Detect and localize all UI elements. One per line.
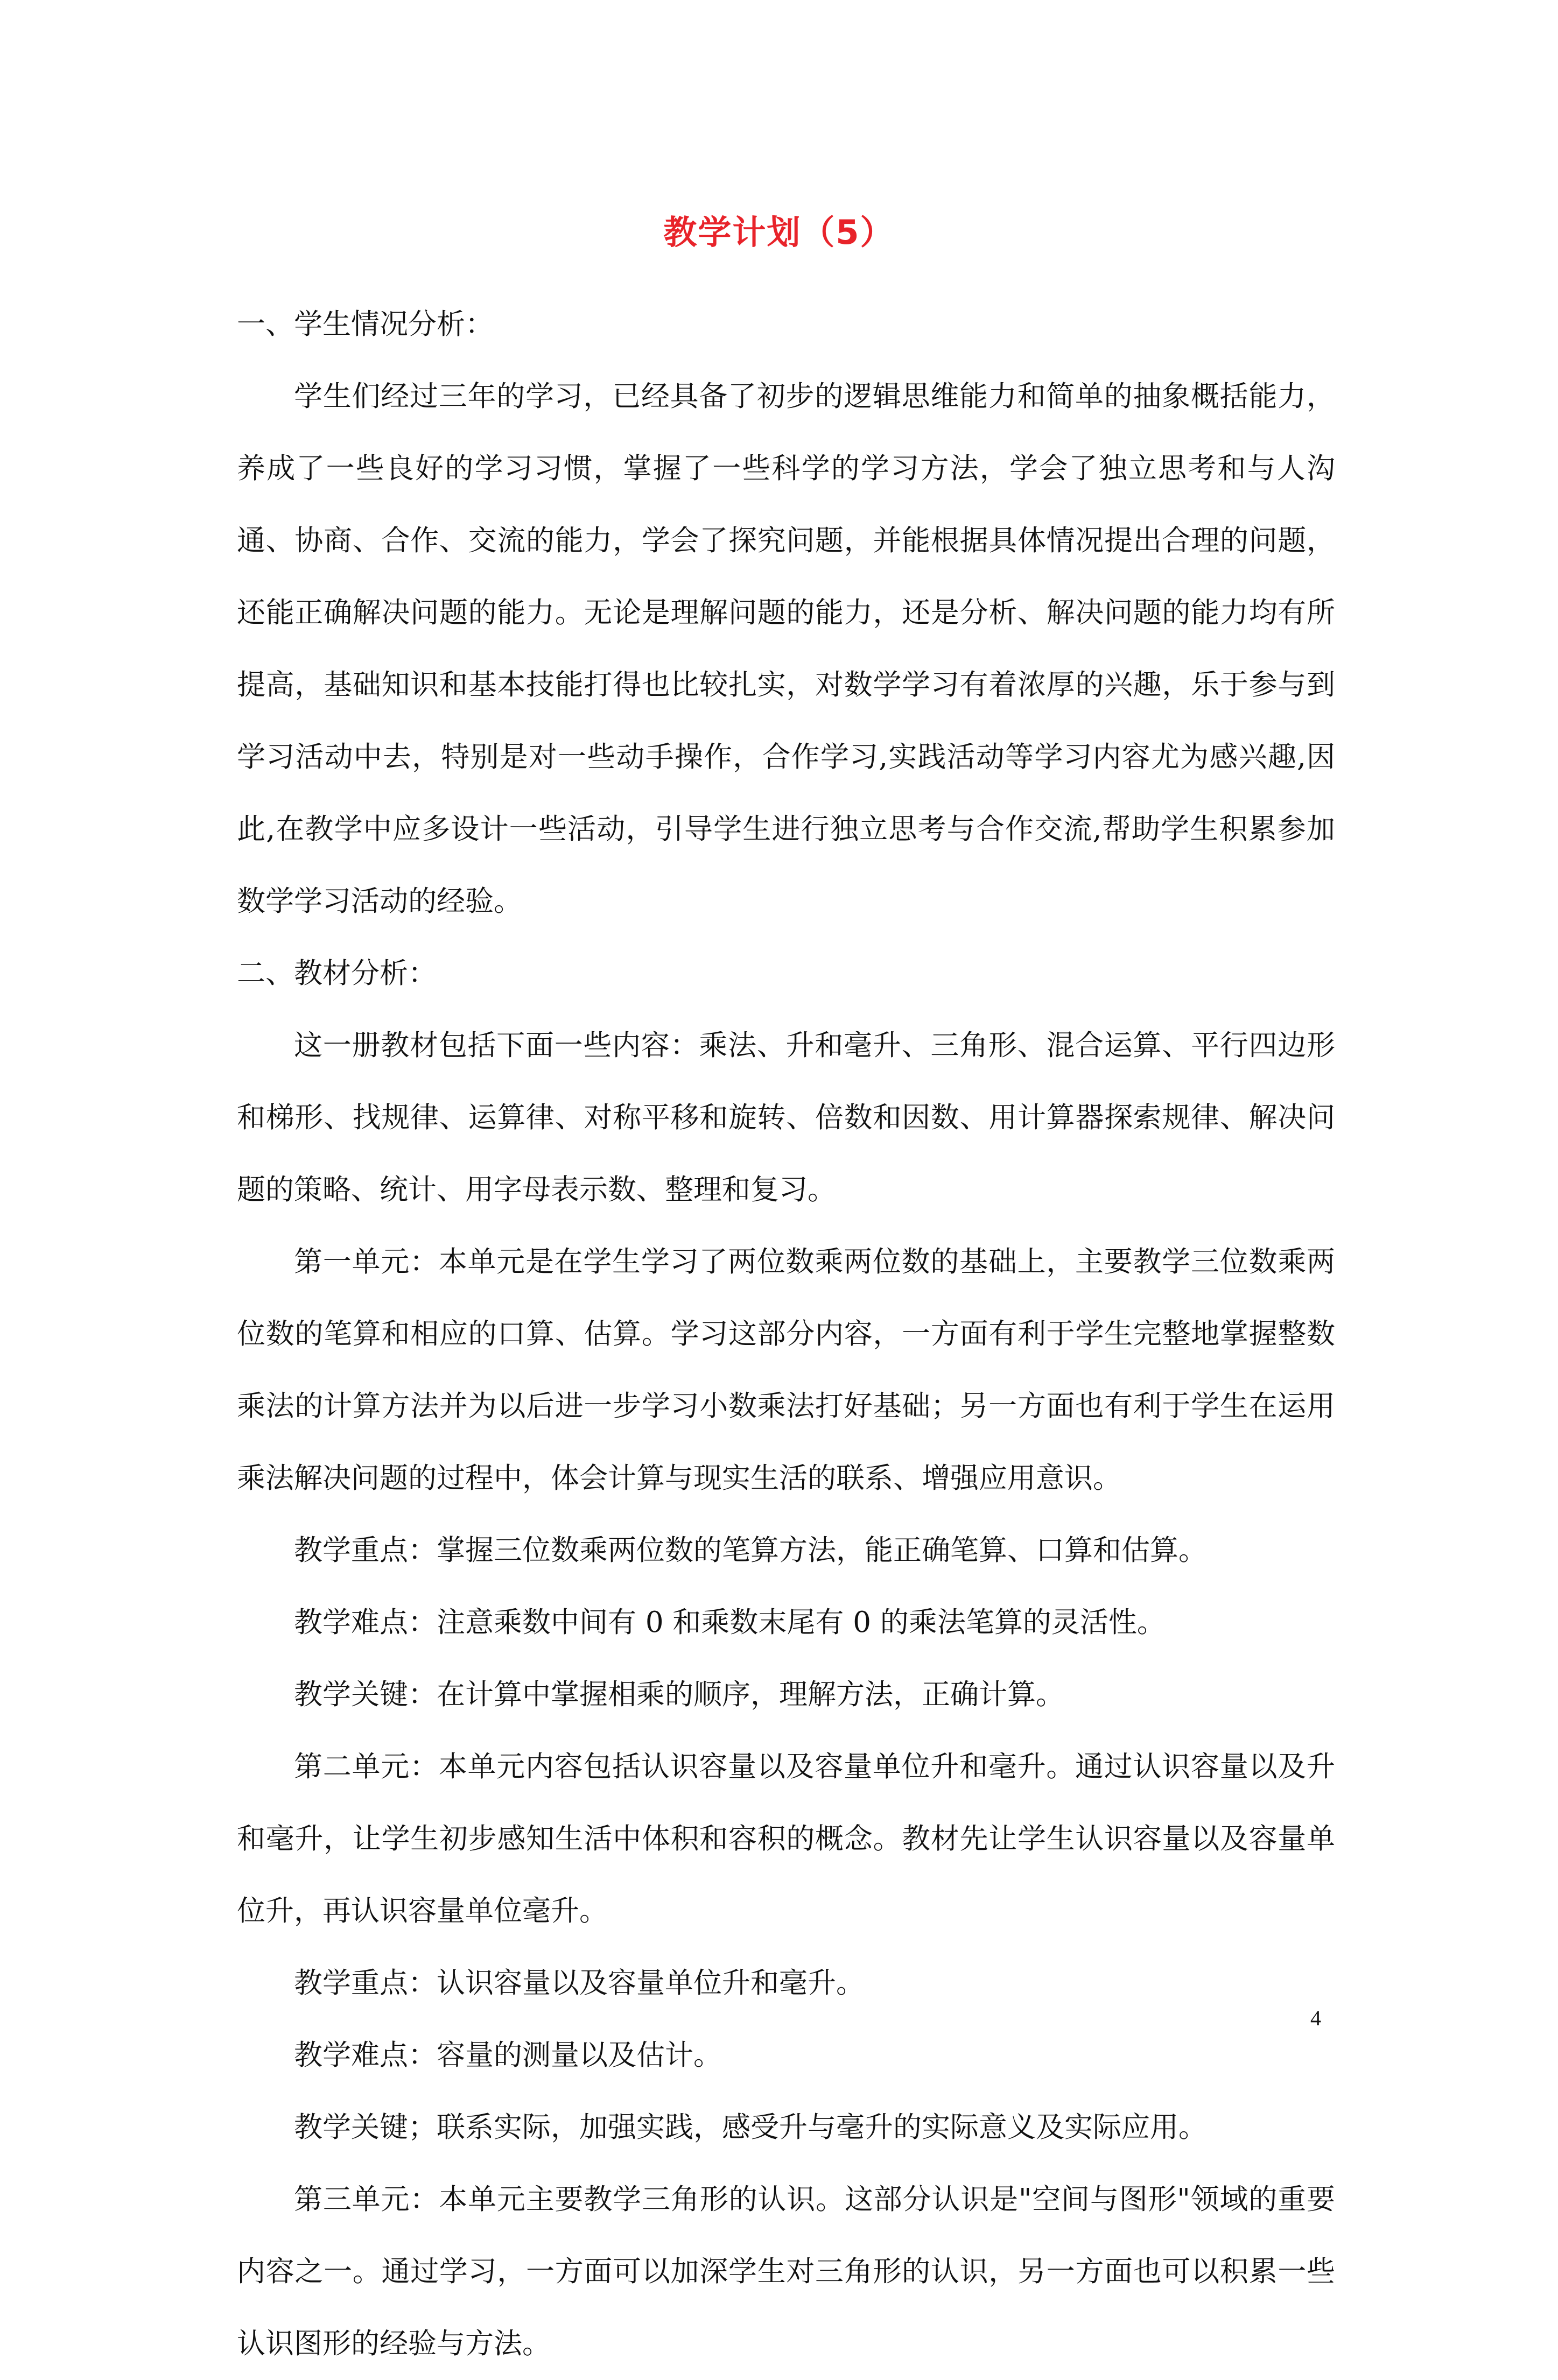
paragraph-unit-two-key: 教学关键；联系实际，加强实践，感受升与毫升的实际意义及实际应用。 <box>294 2111 1207 2144</box>
document-body <box>237 288 1335 2380</box>
paragraph-unit-two-key-point: 教学重点：认识容量以及容量单位升和毫升。 <box>294 1967 865 1999</box>
paragraph-unit-one-key-point: 教学重点：掌握三位数乘两位数的笔算方法，能正确笔算、口算和估算。 <box>294 1534 1207 1567</box>
document-title: 教学计划（5） <box>663 213 895 252</box>
section-heading-student-analysis: 一、学生情况分析： <box>237 308 494 341</box>
section-heading-textbook-analysis: 二、教材分析： <box>237 957 437 990</box>
paragraph-unit-three: 第三单元：本单元主要教学三角形的认识。这部分认识是"空间与图形"领域的重要内容之一。通过学习，一方面可以加深学生对三角形的认识，另一方面也可以积累一些认识图形的经验与方法。 <box>237 2183 1335 2360</box>
paragraph-unit-two-difficulty: 教学难点：容量的测量以及估计。 <box>294 2039 722 2072</box>
paragraph-student-analysis: 学生们经过三年的学习，已经具备了初步的逻辑思维能力和简单的抽象概括能力，养成了一些良好的学习习惯，掌握了一些科学的学习方法，学会了独立思考和与人沟通、协商、合作、交流的能力，学会了探究问题，并能根据具体情况提出合理的问题，还能正确解决问题的能力。无论是理解问题的能力，还是分析、解决问题的能力均有所提高，基础知识和基本技能打得也比较扎实，对数学学习有着浓厚的兴趣，乐于参与到学习活动中去，特别是对一些动手操作，合作学习,实践活动等学习内容尤为感兴趣,因此,在教学中应多设计一些活动，引导学生进行独立思考与合作交流,帮助学生积累参加数学学习活动的经验。 <box>237 380 1335 918</box>
paragraph-unit-one-difficulty: 教学难点：注意乘数中间有 0 和乘数末尾有 0 的乘法笔算的灵活性。 <box>294 1606 1166 1639</box>
paragraph-unit-two: 第二单元：本单元内容包括认识容量以及容量单位升和毫升。通过认识容量以及升和毫升，让学生初步感知生活中体积和容积的概念。教材先让学生认识容量以及容量单位升，再认识容量单位毫升。 <box>237 1750 1335 1927</box>
paragraph-unit-one: 第一单元：本单元是在学生学习了两位数乘两位数的基础上，主要教学三位数乘两位数的笔算和相应的口算、估算。学习这部分内容，一方面有利于学生完整地掌握整数乘法的计算方法并为以后进一步学习小数乘法打好基础；另一方面也有利于学生在运用乘法解决问题的过程中，体会计算与现实生活的联系、增强应用意识。 <box>237 1245 1335 1495</box>
paragraph-textbook-contents: 这一册教材包括下面一些内容：乘法、升和毫升、三角形、混合运算、平行四边形和梯形、找规律、运算律、对称平移和旋转、倍数和因数、用计算器探索规律、解决问题的策略、统计、用字母表示数、整理和复习。 <box>237 1029 1335 1206</box>
page-number: 4 <box>1310 2006 1321 2030</box>
paragraph-unit-one-key: 教学关键：在计算中掌握相乘的顺序，理解方法，正确计算。 <box>294 1678 1064 1711</box>
